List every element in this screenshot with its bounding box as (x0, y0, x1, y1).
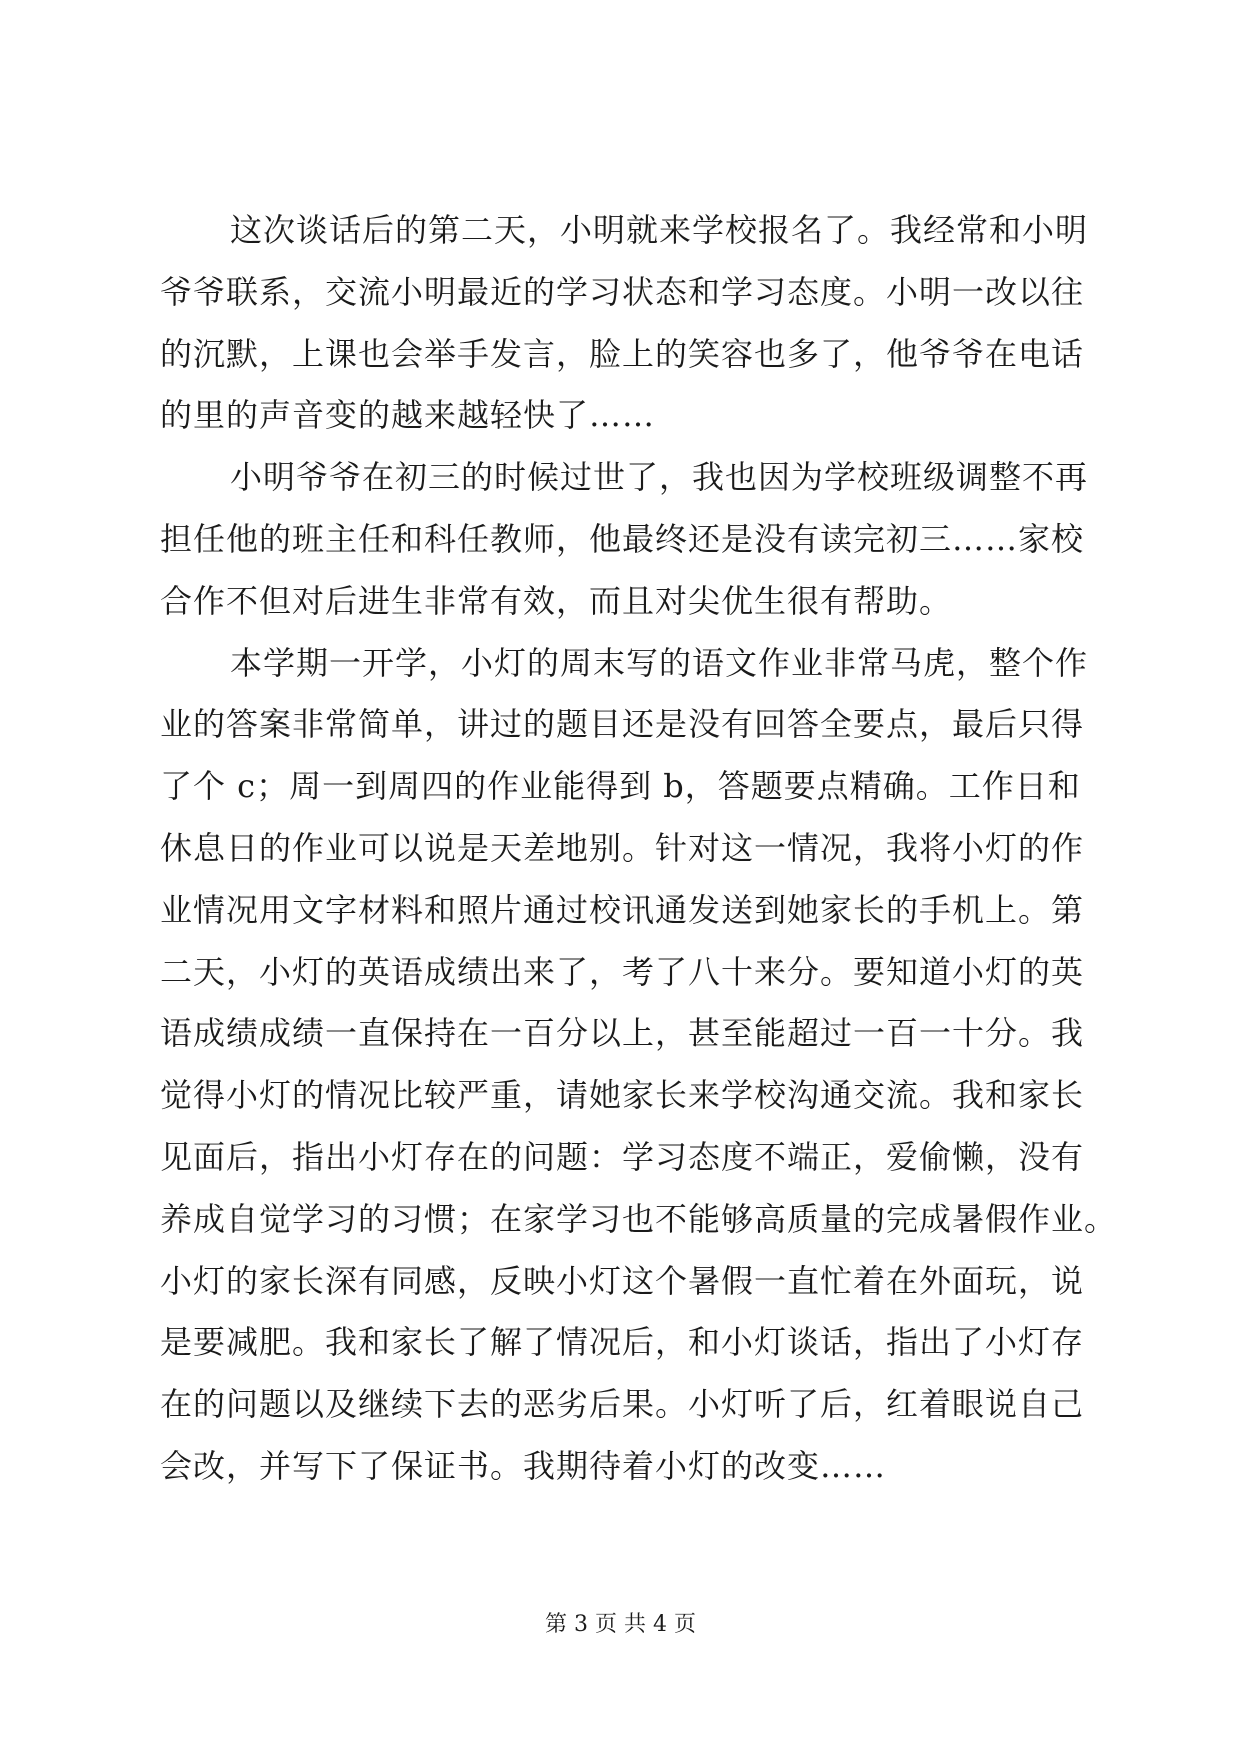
paragraph-3-line-9: 见面后，指出小灯存在的问题：学习态度不端正，爱偷懒，没有 (160, 1137, 1085, 1176)
paragraph-1-line-4: 的里的声音变的越来越轻快了…… (160, 396, 656, 435)
paragraph-3-line-11: 小灯的家长深有同感，反映小灯这个暑假一直忙着在外面玩，说 (160, 1261, 1085, 1300)
paragraph-3-line-8: 觉得小灯的情况比较严重，请她家长来学校沟通交流。我和家长 (160, 1076, 1085, 1115)
paragraph-1-line-2: 爷爷联系，交流小明最近的学习状态和学习态度。小明一改以往 (160, 272, 1085, 311)
paragraph-3-line-6: 二天，小灯的英语成绩出来了，考了八十来分。要知道小灯的英 (160, 952, 1085, 991)
paragraph-2-line-3: 合作不但对后进生非常有效，而且对尖优生很有帮助。 (160, 581, 953, 620)
paragraph-3-line-3: 了个 c；周一到周四的作业能得到 b，答题要点精确。工作日和 (160, 767, 1081, 806)
paragraph-3-line-10: 养成自觉学习的习惯；在家学习也不能够高质量的完成暑假作业。 (160, 1199, 1118, 1238)
paragraph-3-line-7: 语成绩成绩一直保持在一百分以上，甚至能超过一百一十分。我 (160, 1014, 1085, 1053)
body-text (160, 200, 1118, 1498)
paragraph-1-line-3: 的沉默，上课也会举手发言，脸上的笑容也多了，他爷爷在电话 (160, 334, 1085, 373)
paragraph-3-line-2: 业的答案非常简单，讲过的题目还是没有回答全要点，最后只得 (160, 705, 1085, 744)
paragraph-2-line-1: 小明爷爷在初三的时候过世了，我也因为学校班级调整不再 (230, 458, 1089, 497)
paragraph-2-line-2: 担任他的班主任和科任教师，他最终还是没有读完初三……家校 (160, 519, 1085, 558)
paragraph-3-line-12: 是要减肥。我和家长了解了情况后，和小灯谈话，指出了小灯存 (160, 1323, 1085, 1362)
page-number-label: 第 3 页 共 4 页 (545, 1612, 696, 1637)
paragraph-1-line-1: 这次谈话后的第二天，小明就来学校报名了。我经常和小明 (230, 211, 1089, 249)
page-footer (0, 1607, 1241, 1638)
paragraph-3-line-1: 本学期一开学，小灯的周末写的语文作业非常马虎，整个作 (230, 643, 1089, 682)
paragraph-3-line-14: 会改，并写下了保证书。我期待着小灯的改变…… (160, 1446, 887, 1485)
paragraph-3-line-4: 休息日的作业可以说是天差地别。针对这一情况，我将小灯的作 (160, 828, 1085, 867)
paragraph-3-line-5: 业情况用文字材料和照片通过校讯通发送到她家长的手机上。第 (160, 890, 1085, 929)
paragraph-3-line-13: 在的问题以及继续下去的恶劣后果。小灯听了后，红着眼说自己 (160, 1385, 1085, 1424)
